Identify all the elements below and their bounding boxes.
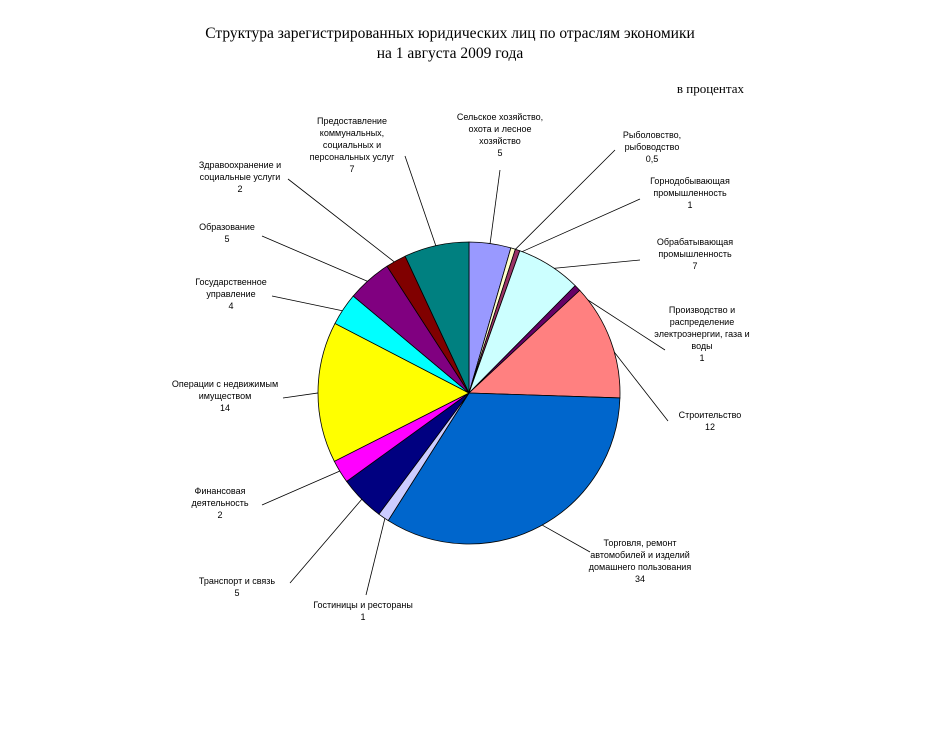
slice-category-label: деятельность: [191, 498, 249, 508]
chart-title-line-2: на 1 августа 2009 года: [376, 45, 524, 62]
slice-category-label: социальные услуги: [199, 172, 281, 182]
slice-value-label: 0,5: [645, 154, 659, 164]
leader-line: [489, 170, 500, 248]
slice-value-label: 7: [692, 261, 698, 271]
slice-category-label: автомобилей и изделий: [590, 550, 690, 560]
leader-line: [538, 522, 590, 552]
pie-slices: [318, 242, 620, 544]
slice-category-label: Транспорт и связь: [198, 576, 276, 586]
slice-value-label: 2: [237, 184, 243, 194]
slice-category-label: Торговля, ремонт: [603, 538, 677, 548]
slice-value-label: 34: [634, 574, 646, 584]
slice-category-label: Гостиницы и рестораны: [313, 600, 413, 610]
slice-value-label: 1: [687, 200, 693, 210]
chart-title-line-1: Структура зарегистрированных юридических лиц по отраслям экономики: [205, 25, 695, 42]
slice-value-label: 4: [228, 301, 234, 311]
slice-value-label: 5: [497, 148, 503, 158]
slice-value-label: 1: [699, 353, 705, 363]
slice-category-label: Производство и: [668, 305, 736, 315]
slice-value-label: 5: [224, 234, 230, 244]
slice-category-label: Строительство: [678, 410, 742, 420]
leader-line: [547, 260, 640, 269]
leader-line: [262, 469, 344, 505]
slice-value-label: 12: [704, 422, 716, 432]
slice-value-label: 7: [349, 164, 355, 174]
slice-category-label: электроэнергии, газа и: [654, 329, 750, 339]
slice-category-label: домашнего пользования: [588, 562, 692, 572]
slice-category-label: Финансовая: [194, 486, 246, 496]
leader-line: [288, 179, 398, 265]
leader-line: [405, 156, 437, 250]
slice-category-label: Горнодобывающая: [650, 176, 730, 186]
slice-category-label: охота и лесное: [468, 124, 532, 134]
slice-category-label: воды: [691, 341, 713, 351]
unit-note: в процентах: [676, 81, 744, 96]
slice-category-label: Предоставление: [317, 116, 387, 126]
slice-value-label: 5: [234, 588, 240, 598]
slice-category-label: Операции с недвижимым: [171, 379, 279, 389]
slice-category-label: управление: [206, 289, 256, 299]
leader-line: [516, 199, 640, 254]
slice-category-label: коммунальных,: [319, 128, 385, 138]
slice-category-label: хозяйство: [479, 136, 521, 146]
slice-category-label: Государственное: [195, 277, 267, 287]
slice-category-label: Обрабатывающая: [656, 237, 734, 247]
slice-category-label: промышленность: [653, 188, 727, 198]
leader-line: [272, 296, 347, 312]
slice-category-label: Здравоохранение и: [198, 160, 282, 170]
slice-category-label: Сельское хозяйство,: [456, 112, 544, 122]
slice-category-label: Рыболовство,: [622, 130, 682, 140]
slice-category-label: имуществом: [198, 391, 252, 401]
slice-value-label: 2: [217, 510, 223, 520]
leader-line: [512, 150, 615, 253]
leader-line: [262, 236, 372, 283]
slice-category-label: рыбоводство: [624, 142, 680, 152]
leader-line: [283, 392, 323, 398]
leader-line: [366, 514, 386, 595]
slice-category-label: промышленность: [658, 249, 732, 259]
slice-category-label: социальных и: [322, 140, 382, 150]
slice-value-label: 14: [219, 403, 231, 413]
slice-category-label: Образование: [199, 222, 255, 232]
slice-category-label: персональных услуг: [309, 152, 395, 162]
slice-category-label: распределение: [669, 317, 735, 327]
slice-value-label: 1: [360, 612, 366, 622]
leader-line: [290, 496, 365, 583]
